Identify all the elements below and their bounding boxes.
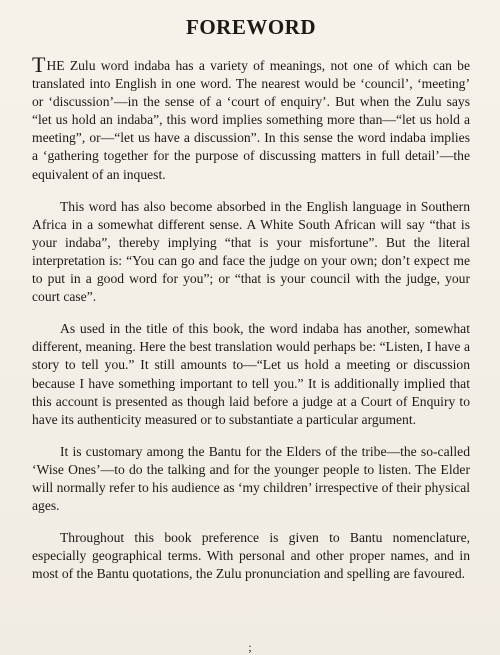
drop-cap: T	[32, 52, 46, 77]
paragraph-3: As used in the title of this book, the word indaba has another, somewhat different, meaning. Here the best translation would perhaps be: “Listen, I have a story to tell you.” It still amounts to—“Let us hold a meeting or discussion because I have something important to tell you.” It is additionally implied that this account is presented as though laid before a judge at a Court of Enquiry to have its authenticity measured or to substantiate a particular argument.	[32, 321, 470, 427]
page-marker: ;	[248, 640, 252, 654]
paragraph-5: Throughout this book preference is given to Bantu nomenclature, especially geographical terms. With personal and other proper names, and in most of the Bantu quotations, the Zulu pronunciation and spelling are favoured.	[32, 530, 470, 582]
paragraph-1-text: HE Zulu word indaba has a variety of meanings, not one of which can be translated into English in one word. The nearest would be ‘council’, ‘meeting’ or ‘discussion’—in the sense of a ‘court of enquiry’. But when the Zulu says “let us hold an indaba”, this word implies something more than—“let us hold a meeting”, or—“let us have a discussion”. In this sense the word indaba implies a ‘gathering together for the purpose of discussing matters in full detail’—the equivalent of an inquest.	[32, 58, 470, 182]
page-title: FOREWORD	[186, 15, 316, 39]
paragraph-1	[32, 52, 470, 184]
paragraph-2: This word has also become absorbed in the English language in Southern Africa in a somewhat different sense. A White South African will say “that is your indaba”, thereby implying “that is your misfortune”. But the literal interpretation is: “You can go and face the judge on your own; don’t expect me to put in a good word for you”; or “that is your council with the judge, your court case”.	[32, 198, 470, 305]
paragraph-4: It is customary among the Bantu for the Elders of the tribe—the so-called ‘Wise Ones’—to do the talking and for the younger people to listen. The Elder will normally refer to his audience as ‘my children’ irrespective of their physical ages.	[32, 443, 470, 514]
